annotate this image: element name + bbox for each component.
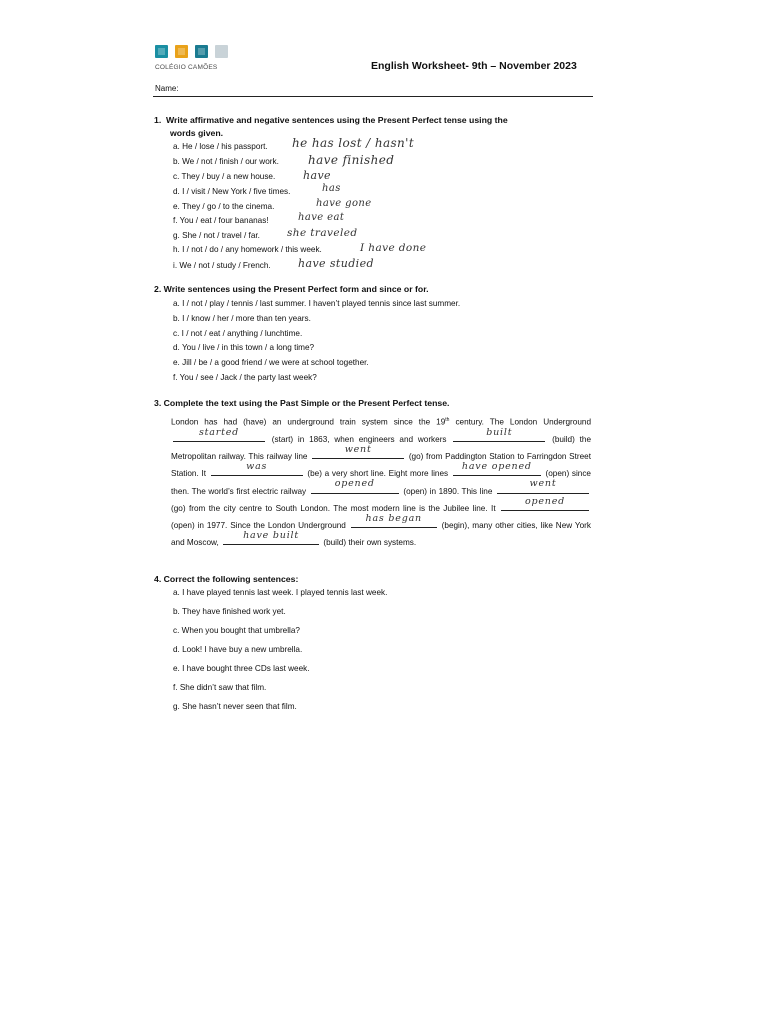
ex3-blank-1[interactable] xyxy=(173,426,265,442)
ex3-text-8: (open) in 1890. This line xyxy=(400,486,495,496)
ex3-text-9: (go) from the city centre to South London. The most modern line is the Jubilee line. It xyxy=(171,503,499,513)
ex4-heading: 4. Correct the following sentences: xyxy=(154,574,299,584)
ex3-answer-2: built xyxy=(486,426,513,438)
name-label: Name: xyxy=(155,84,179,93)
ex3-paragraph xyxy=(171,412,591,551)
header-divider xyxy=(153,96,593,97)
school-logo xyxy=(155,45,235,75)
ex1-answer-i: have studied xyxy=(298,257,374,270)
ex1-answer-h: I have done xyxy=(360,242,427,254)
ex1-item-e: e. They / go / to the cinema. xyxy=(173,202,275,211)
ex1-item-g: g. She / not / travel / far. xyxy=(173,231,260,240)
ex1-answer-c: have xyxy=(303,169,331,182)
ex3-answer-3: went xyxy=(344,443,372,455)
ex3-blank-9[interactable] xyxy=(351,512,437,528)
ex3-text-2: century. The London Underground xyxy=(449,417,591,427)
ex3-blank-10[interactable] xyxy=(223,529,319,545)
school-name: COLÉGIO CAMÕES xyxy=(155,64,218,71)
ex3-text-7: (open) since then. The world’s first electric railway xyxy=(171,469,591,496)
ex4-item-g: g. She hasn’t never seen that film. xyxy=(173,702,297,711)
ex4-item-a: a. I have played tennis last week. I played tennis last week. xyxy=(173,588,388,597)
ex1-answer-a: he has lost / hasn't xyxy=(292,136,415,150)
ex3-answer-4: was xyxy=(246,461,268,473)
ex3-text-5: (go) from Paddington Station to Farringdon Street Station. It xyxy=(171,452,592,479)
ex1-answer-d: has xyxy=(322,183,341,194)
ex3-answer-5: have opened xyxy=(461,461,532,473)
ex1-heading-line1: Write affirmative and negative sentences using the Present Perfect tense using the xyxy=(166,115,508,125)
ex1-item-d: d. I / visit / New York / five times. xyxy=(173,187,291,196)
ex3-text-3: (start) in 1863, when engineers and workers xyxy=(267,434,452,444)
ex1-item-f: f. You / eat / four bananas! xyxy=(173,216,269,225)
worksheet-title: English Worksheet- 9th – November 2023 xyxy=(371,60,577,72)
ex3-blank-5[interactable] xyxy=(453,461,541,476)
ex1-answer-b: have finished xyxy=(308,153,395,167)
ex3-answer-6: opened xyxy=(334,478,375,490)
ex1-item-i: i. We / not / study / French. xyxy=(173,261,271,270)
ex2-item-e: e. Jill / be / a good friend / we were at school together. xyxy=(173,358,369,367)
ex2-item-b: b. I / know / her / more than ten years. xyxy=(173,314,311,323)
logo-block-orange xyxy=(175,45,188,58)
ex1-number: 1. xyxy=(154,115,162,125)
logo-block-teal xyxy=(155,45,168,58)
ex3-answer-10: have built xyxy=(243,529,299,541)
ex1-answer-g: she traveled xyxy=(287,227,358,239)
ex4-item-b: b. They have finished work yet. xyxy=(173,607,286,616)
ex1-item-h: h. I / not / do / any homework / this week. xyxy=(173,245,322,254)
ex3-text-10: (open) in 1977. Since the London Underground xyxy=(171,520,349,530)
ex1-heading-line2: words given. xyxy=(170,127,224,138)
ex3-answer-9: has began xyxy=(365,512,422,524)
ex4-item-c: c. When you bought that umbrella? xyxy=(173,626,300,635)
ex3-blank-6[interactable] xyxy=(311,478,399,494)
ex4-item-f: f. She didn’t saw that film. xyxy=(173,683,267,692)
ex3-blank-4[interactable] xyxy=(211,461,303,476)
ex2-item-f: f. You / see / Jack / the party last week? xyxy=(173,373,317,382)
ex3-blank-3[interactable] xyxy=(312,443,404,459)
ex1-item-c: c. They / buy / a new house. xyxy=(173,172,276,181)
logo-block-blue xyxy=(195,45,208,58)
ex2-heading: 2. Write sentences using the Present Perfect form and since or for. xyxy=(154,284,429,294)
ex1-item-a: a. He / lose / his passport. xyxy=(173,142,268,151)
ex3-blank-7[interactable] xyxy=(497,478,589,494)
ex4-item-d: d. Look! I have buy a new umbrella. xyxy=(173,645,303,654)
ex3-text-11: (begin), many other cities, like New York and Moscow, xyxy=(171,520,591,548)
ex1-answer-e: have gone xyxy=(316,198,372,209)
ex3-answer-7: went xyxy=(529,478,557,490)
ex1-answer-f: have eat xyxy=(298,212,345,223)
ex3-text-1: London has had (have) an underground train system since the 19 xyxy=(171,417,446,427)
ex2-item-d: d. You / live / in this town / a long time? xyxy=(173,343,315,352)
ex3-blank-2[interactable] xyxy=(453,426,545,442)
ex3-text-4: (build) the Metropolitan railway. This railway line xyxy=(171,434,591,462)
ex2-item-a: a. I / not / play / tennis / last summer. I haven’t played tennis since last summer. xyxy=(173,299,461,308)
ex3-text-12: (build) their own systems. xyxy=(321,538,417,548)
ex3-heading: 3. Complete the text using the Past Simple or the Present Perfect tense. xyxy=(154,398,450,408)
ex3-answer-1: started xyxy=(198,426,240,438)
ex3-superscript: th xyxy=(445,417,450,423)
ex3-blank-8[interactable] xyxy=(501,495,589,511)
ex3-text-6: (be) a very short line. Eight more lines xyxy=(304,469,451,479)
logo-block-grey xyxy=(215,45,228,58)
ex2-item-c: c. I / not / eat / anything / lunchtime. xyxy=(173,329,303,338)
ex4-item-e: e. I have bought three CDs last week. xyxy=(173,664,310,673)
ex3-answer-8: opened xyxy=(524,495,566,507)
ex1-item-b: b. We / not / finish / our work. xyxy=(173,157,279,166)
